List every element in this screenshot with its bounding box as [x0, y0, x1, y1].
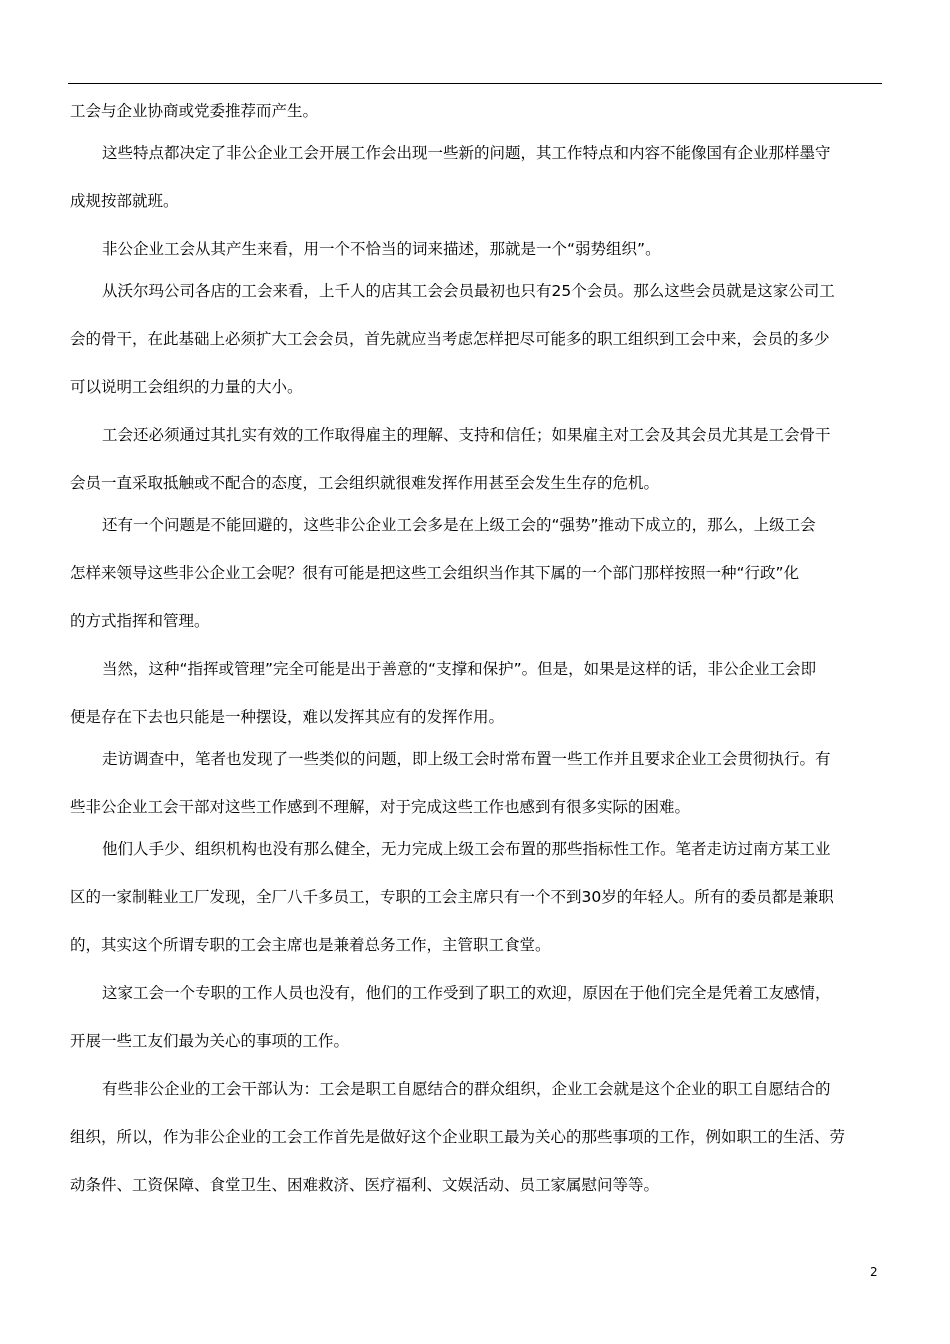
text-line-14: 便是存在下去也只能是一种摆设，难以发挥其应有的发挥作用。	[70, 708, 505, 726]
text-line-11: 怎样来领导这些非公企业工会呢？很有可能是把这些工会组织当作其下属的一个部门那样按照一种“行政”化	[70, 564, 800, 582]
text-line-22: 有些非公企业的工会干部认为：工会是职工自愿结合的群众组织，企业工会就是这个企业的职工自愿结合的	[102, 1080, 831, 1098]
text-line-12: 的方式指挥和管理。	[70, 612, 210, 630]
text-line-2: 这些特点都决定了非公企业工会开展工作会出现一些新的问题，其工作特点和内容不能像国有企业那样墨守	[102, 144, 831, 162]
text-line-9: 会员一直采取抵触或不配合的态度，工会组织就很难发挥作用甚至会发生生存的危机。	[70, 474, 660, 492]
text-line-23: 组织，所以，作为非公企业的工会工作首先是做好这个企业职工最为关心的那些事项的工作，例如职工的生活、劳	[70, 1128, 846, 1146]
page-number: 2	[870, 1265, 878, 1279]
text-line-1: 工会与企业协商或党委推荐而产生。	[70, 102, 319, 120]
text-line-4: 非公企业工会从其产生来看，用一个不恰当的词来描述，那就是一个“弱势组织”。	[102, 240, 661, 258]
text-line-3: 成规按部就班。	[70, 192, 179, 210]
text-line-15: 走访调查中，笔者也发现了一些类似的问题，即上级工会时常布置一些工作并且要求企业工会贯彻执行。有	[102, 750, 831, 768]
text-line-6: 会的骨干，在此基础上必须扩大工会会员，首先就应当考虑怎样把尽可能多的职工组织到工会中来，会员的多少	[70, 330, 830, 348]
text-line-13: 当然，这种“指挥或管理”完全可能是出于善意的“支撑和保护”。但是，如果是这样的话，非公企业工会即	[102, 660, 817, 678]
text-line-24: 动条件、工资保障、食堂卫生、困难救济、医疗福利、文娱活动、员工家属慰问等等。	[70, 1176, 660, 1194]
text-line-7: 可以说明工会组织的力量的大小。	[70, 378, 303, 396]
text-line-17: 他们人手少、组织机构也没有那么健全，无力完成上级工会布置的那些指标性工作。笔者走访过南方某工业	[102, 840, 831, 858]
text-line-5: 从沃尔玛公司各店的工会来看，上千人的店其工会会员最初也只有25个会员。那么这些会员就是这家公司工	[102, 282, 835, 300]
text-line-20: 这家工会一个专职的工作人员也没有，他们的工作受到了职工的欢迎，原因在于他们完全是凭着工友感情，	[102, 984, 831, 1002]
text-line-21: 开展一些工友们最为关心的事项的工作。	[70, 1032, 350, 1050]
text-line-19: 的，其实这个所谓专职的工会主席也是兼着总务工作，主管职工食堂。	[70, 936, 551, 954]
text-line-10: 还有一个问题是不能回避的，这些非公企业工会多是在上级工会的“强势”推动下成立的，那么，上级工会	[102, 516, 816, 534]
text-line-16: 些非公企业工会干部对这些工作感到不理解，对于完成这些工作也感到有很多实际的困难。	[70, 798, 691, 816]
text-line-8: 工会还必须通过其扎实有效的工作取得雇主的理解、支持和信任；如果雇主对工会及其会员尤其是工会骨干	[102, 426, 831, 444]
header-rule	[68, 83, 882, 84]
text-line-18: 区的一家制鞋业工厂发现，全厂八千多员工，专职的工会主席只有一个不到30岁的年轻人。所有的委员都是兼职	[70, 888, 834, 906]
